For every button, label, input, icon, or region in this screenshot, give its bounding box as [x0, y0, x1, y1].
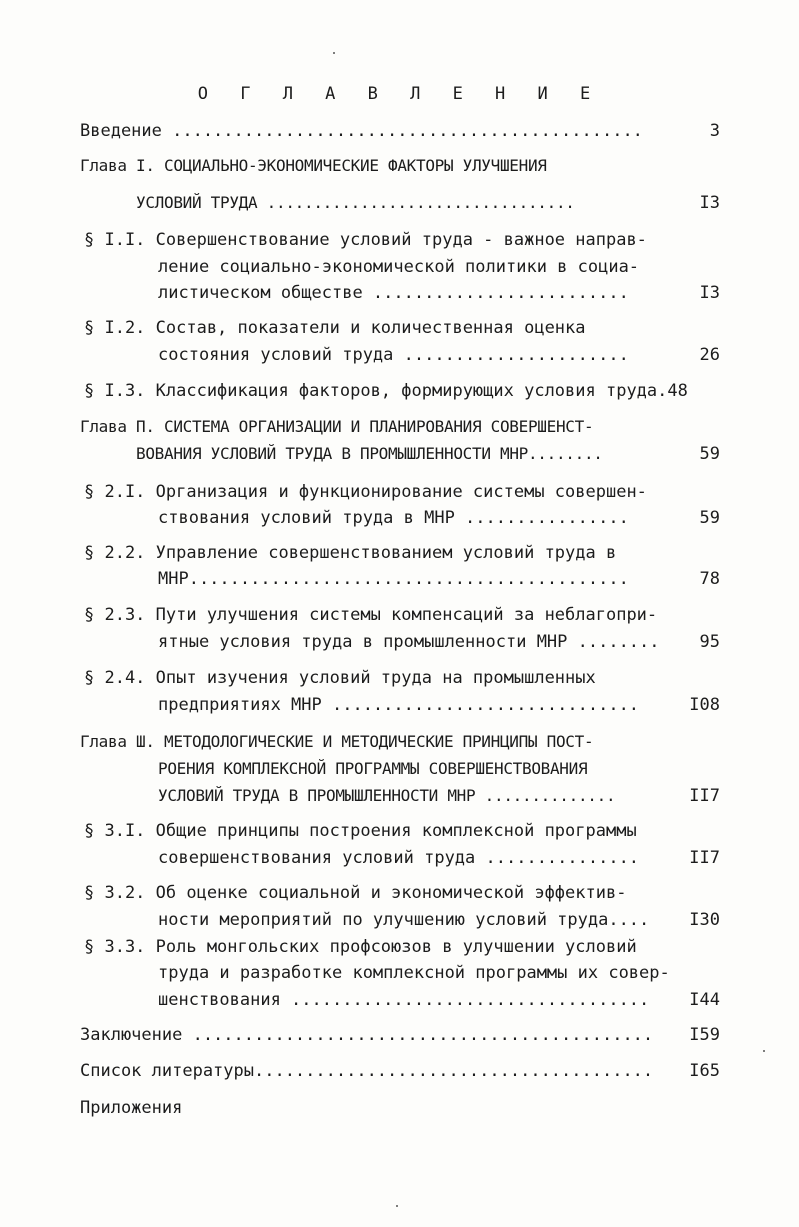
- toc-line: Заключение .............................................: [80, 1025, 654, 1045]
- toc-line: предприятиях МНР ..............................: [158, 695, 640, 715]
- toc-line: § I.3. Классификация факторов, формирующих условия труда.48: [84, 381, 688, 401]
- toc-line: УСЛОВИЙ ТРУДА В ПРОМЫШЛЕННОСТИ МНР ..............: [158, 786, 616, 805]
- toc-line: ВОВАНИЯ УСЛОВИЙ ТРУДА В ПРОМЫШЛЕННОСТИ МНР........: [136, 444, 603, 463]
- toc-page-number: 78: [699, 569, 720, 589]
- toc-line: Введение ..............................................: [80, 121, 643, 141]
- toc-line: листическом обществе .........................: [158, 283, 629, 303]
- toc-line: § I.2. Состав, показатели и количественная оценка: [84, 318, 586, 338]
- toc-line: состояния условий труда ......................: [158, 345, 629, 365]
- scan-speck: [396, 1205, 398, 1207]
- toc-page-number: 3: [709, 121, 720, 141]
- toc-line: Глава П. СИСТЕМА ОРГАНИЗАЦИИ И ПЛАНИРОВАНИЯ СОВЕРШЕНСТ-: [80, 417, 594, 436]
- toc-line: шенствования ...................................: [158, 990, 650, 1010]
- toc-line: ятные условия труда в промышленности МНР ........: [158, 632, 660, 652]
- toc-page-number: 59: [699, 508, 720, 528]
- toc-line: § 2.3. Пути улучшения системы компенсаций за неблагопри-: [84, 605, 658, 625]
- toc-line: ности мероприятий по улучшению условий труда....: [158, 910, 650, 930]
- toc-line: Список литературы.......................................: [80, 1061, 654, 1081]
- toc-line: § 2.2. Управление совершенствованием условий труда в: [84, 543, 617, 563]
- toc-page-number: I08: [689, 695, 720, 715]
- toc-line: § 2.I. Организация и функционирование системы совершен-: [84, 482, 647, 502]
- toc-line: § 2.4. Опыт изучения условий труда на промышленных: [84, 668, 596, 688]
- toc-line: Глава Ш. МЕТОДОЛОГИЧЕСКИЕ И МЕТОДИЧЕСКИЕ ПРИНЦИПЫ ПОСТ-: [80, 732, 594, 751]
- toc-line: совершенствования условий труда ...............: [158, 848, 640, 868]
- toc-page-number: I3: [699, 283, 720, 303]
- toc-page-number: 95: [699, 632, 720, 652]
- toc-page-number: 59: [699, 444, 720, 464]
- toc-page-number: I30: [689, 910, 720, 930]
- toc-line: ствования условий труда в МНР ................: [158, 508, 629, 528]
- toc-line: § 3.I. Общие принципы построения комплексной программы: [84, 821, 637, 841]
- toc-page-number: 26: [699, 345, 720, 365]
- toc-line: МНР...........................................: [158, 569, 629, 589]
- page-title: О Г Л А В Л Е Н И Е: [197, 84, 602, 104]
- toc-page-number: I44: [689, 990, 720, 1010]
- toc-line: ление социально-экономической политики в социа-: [158, 257, 640, 277]
- toc-line: § 3.2. Об оценке социальной и экономической эффектив-: [84, 883, 627, 903]
- toc-line: § 3.3. Роль монгольских профсоюзов в улучшении условий: [84, 937, 637, 957]
- toc-line: Глава I. СОЦИАЛЬНО-ЭКОНОМИЧЕСКИЕ ФАКТОРЫ УЛУЧШЕНИЯ: [80, 156, 547, 175]
- scan-speck: [333, 52, 335, 54]
- toc-line: труда и разработке комплексной программы их совер-: [158, 963, 670, 983]
- toc-line: § I.I. Совершенствование условий труда - важное направ-: [84, 230, 647, 250]
- toc-line: УСЛОВИЙ ТРУДА .................................: [136, 193, 575, 212]
- toc-page-number: I3: [699, 193, 720, 213]
- toc-page-number: I59: [689, 1025, 720, 1045]
- toc-page-number: I65: [689, 1061, 720, 1081]
- toc-line: Приложения: [80, 1098, 183, 1118]
- toc-line: РОЕНИЯ КОМПЛЕКСНОЙ ПРОГРАММЫ СОВЕРШЕНСТВОВАНИЯ: [158, 759, 588, 778]
- toc-page-number: II7: [689, 786, 720, 806]
- toc-page-number: II7: [689, 848, 720, 868]
- scan-speck: [763, 1050, 765, 1052]
